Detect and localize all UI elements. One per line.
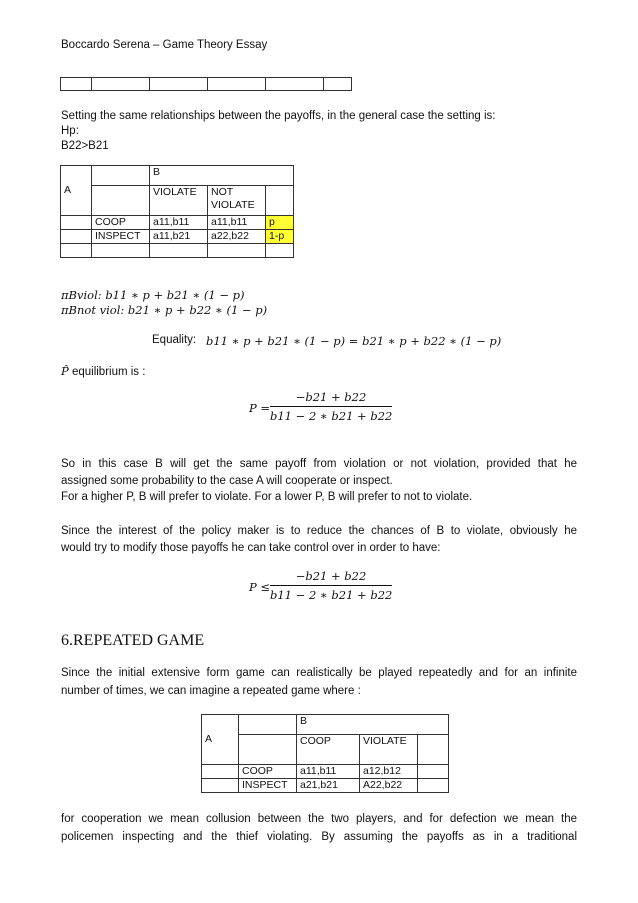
row-player-label: A	[61, 166, 92, 216]
empty-cell	[324, 78, 352, 91]
table-cell: a11,b11	[208, 216, 266, 230]
col-header-violate: VIOLATE	[150, 186, 208, 216]
equation-1-lhs: P =	[249, 401, 271, 415]
empty-cell	[208, 244, 266, 258]
intro-line-2: Hp:	[61, 125, 79, 137]
formula-not-viol: πBnot viol: b21 ∗ p + b22 ∗ (1 − p)	[61, 303, 268, 317]
equality-label: Equality:	[152, 334, 197, 346]
fraction-denominator: b11 − 2 ∗ b21 + b22	[270, 588, 393, 602]
payoff-table-repeated	[201, 714, 449, 793]
empty-cell	[150, 244, 208, 258]
col-player-label: B	[150, 166, 294, 186]
equality-formula: b11 ∗ p + b21 ∗ (1 − p) = b21 ∗ p + b22 ∗ (1 − p)	[206, 334, 502, 348]
intro-line-1: Setting the same relationships between the payoffs, in the general case the setting is:	[61, 110, 496, 122]
empty-cell	[418, 779, 449, 793]
empty-cell	[208, 78, 266, 91]
corner-cell	[239, 735, 297, 765]
spacer-cell	[202, 779, 239, 793]
fraction-numerator: −b21 + b22	[295, 390, 367, 404]
table-cell: a22,b22	[208, 230, 266, 244]
spacer-cell	[61, 244, 92, 258]
row-label-coop: COOP	[92, 216, 150, 230]
section-title: 6.REPEATED GAME	[61, 632, 205, 649]
col-header-not-violate: NOT VIOLATE	[208, 186, 266, 216]
table-cell: a11,b21	[150, 230, 208, 244]
corner-cell	[92, 186, 150, 216]
payoff-table-general	[60, 165, 294, 258]
empty-table	[60, 77, 352, 91]
formula-viol: πBviol: b11 ∗ p + b21 ∗ (1 − p)	[61, 288, 245, 302]
equilibrium-text: equilibrium is :	[71, 366, 146, 378]
para2-line-1: Since the interest of the policy maker is to reduce the chances of B to violate, obviously he	[61, 525, 577, 537]
equation-2-fraction	[270, 569, 392, 602]
col-header-violate: VIOLATE	[360, 735, 418, 765]
row-label-inspect: INSPECT	[239, 779, 297, 793]
corner-cell	[92, 166, 150, 186]
para4-line-2: policemen inspecting and the thief violating. By assuming the payoffs as in a traditional	[61, 831, 577, 843]
table-cell: a12,b12	[360, 765, 418, 779]
table-cell: A22,b22	[360, 779, 418, 793]
col-player-label: B	[297, 715, 449, 735]
table-cell: a21,b21	[297, 779, 360, 793]
equation-1-fraction	[270, 390, 392, 423]
empty-cell	[266, 244, 294, 258]
spacer-cell	[202, 765, 239, 779]
para1-line-2: assigned some probability to the case A will cooperate or inspect.	[61, 475, 393, 487]
para4-line-1: for cooperation we mean collusion between the two players, and for defection we mean the	[61, 813, 577, 825]
spacer-cell	[61, 216, 92, 230]
intro-line-3: B22>B21	[61, 140, 109, 152]
para1-line-3: For a higher P, B will prefer to violate. For a lower P, B will prefer to not to violate.	[61, 491, 473, 503]
page-header: Boccardo Serena – Game Theory Essay	[61, 39, 268, 51]
empty-cell	[418, 735, 449, 765]
empty-cell	[266, 78, 324, 91]
para3-line-1: Since the initial extensive form game can realistically be played repeatedly and for an infinite	[61, 667, 577, 679]
empty-cell	[418, 765, 449, 779]
prob-header-cell	[266, 186, 294, 216]
para2-line-2: would try to modify those payoffs he can take control over in order to have:	[61, 542, 441, 554]
spacer-cell	[61, 230, 92, 244]
fraction-numerator: −b21 + b22	[295, 569, 367, 583]
row-player-label: A	[202, 715, 239, 765]
fraction-denominator: b11 − 2 ∗ b21 + b22	[270, 409, 393, 423]
empty-cell	[61, 78, 92, 91]
empty-cell	[150, 78, 208, 91]
para1-line-1: So in this case B will get the same payoff from violation or not violation, provided that he	[61, 458, 577, 470]
table-cell: a11,b11	[150, 216, 208, 230]
equilibrium-line	[61, 364, 145, 378]
corner-cell	[239, 715, 297, 735]
prob-cell: 1-p	[266, 230, 294, 244]
equation-2-lhs: P ≤	[249, 580, 271, 594]
para3-line-2: number of times, we can imagine a repeated game where :	[61, 685, 361, 697]
empty-cell	[92, 244, 150, 258]
row-label-coop: COOP	[239, 765, 297, 779]
row-label-inspect: INSPECT	[92, 230, 150, 244]
table-cell: a11,b11	[297, 765, 360, 779]
prob-cell: p	[266, 216, 294, 230]
p-hat-symbol: P̂	[61, 364, 69, 378]
empty-cell	[92, 78, 150, 91]
col-header-coop: COOP	[297, 735, 360, 765]
